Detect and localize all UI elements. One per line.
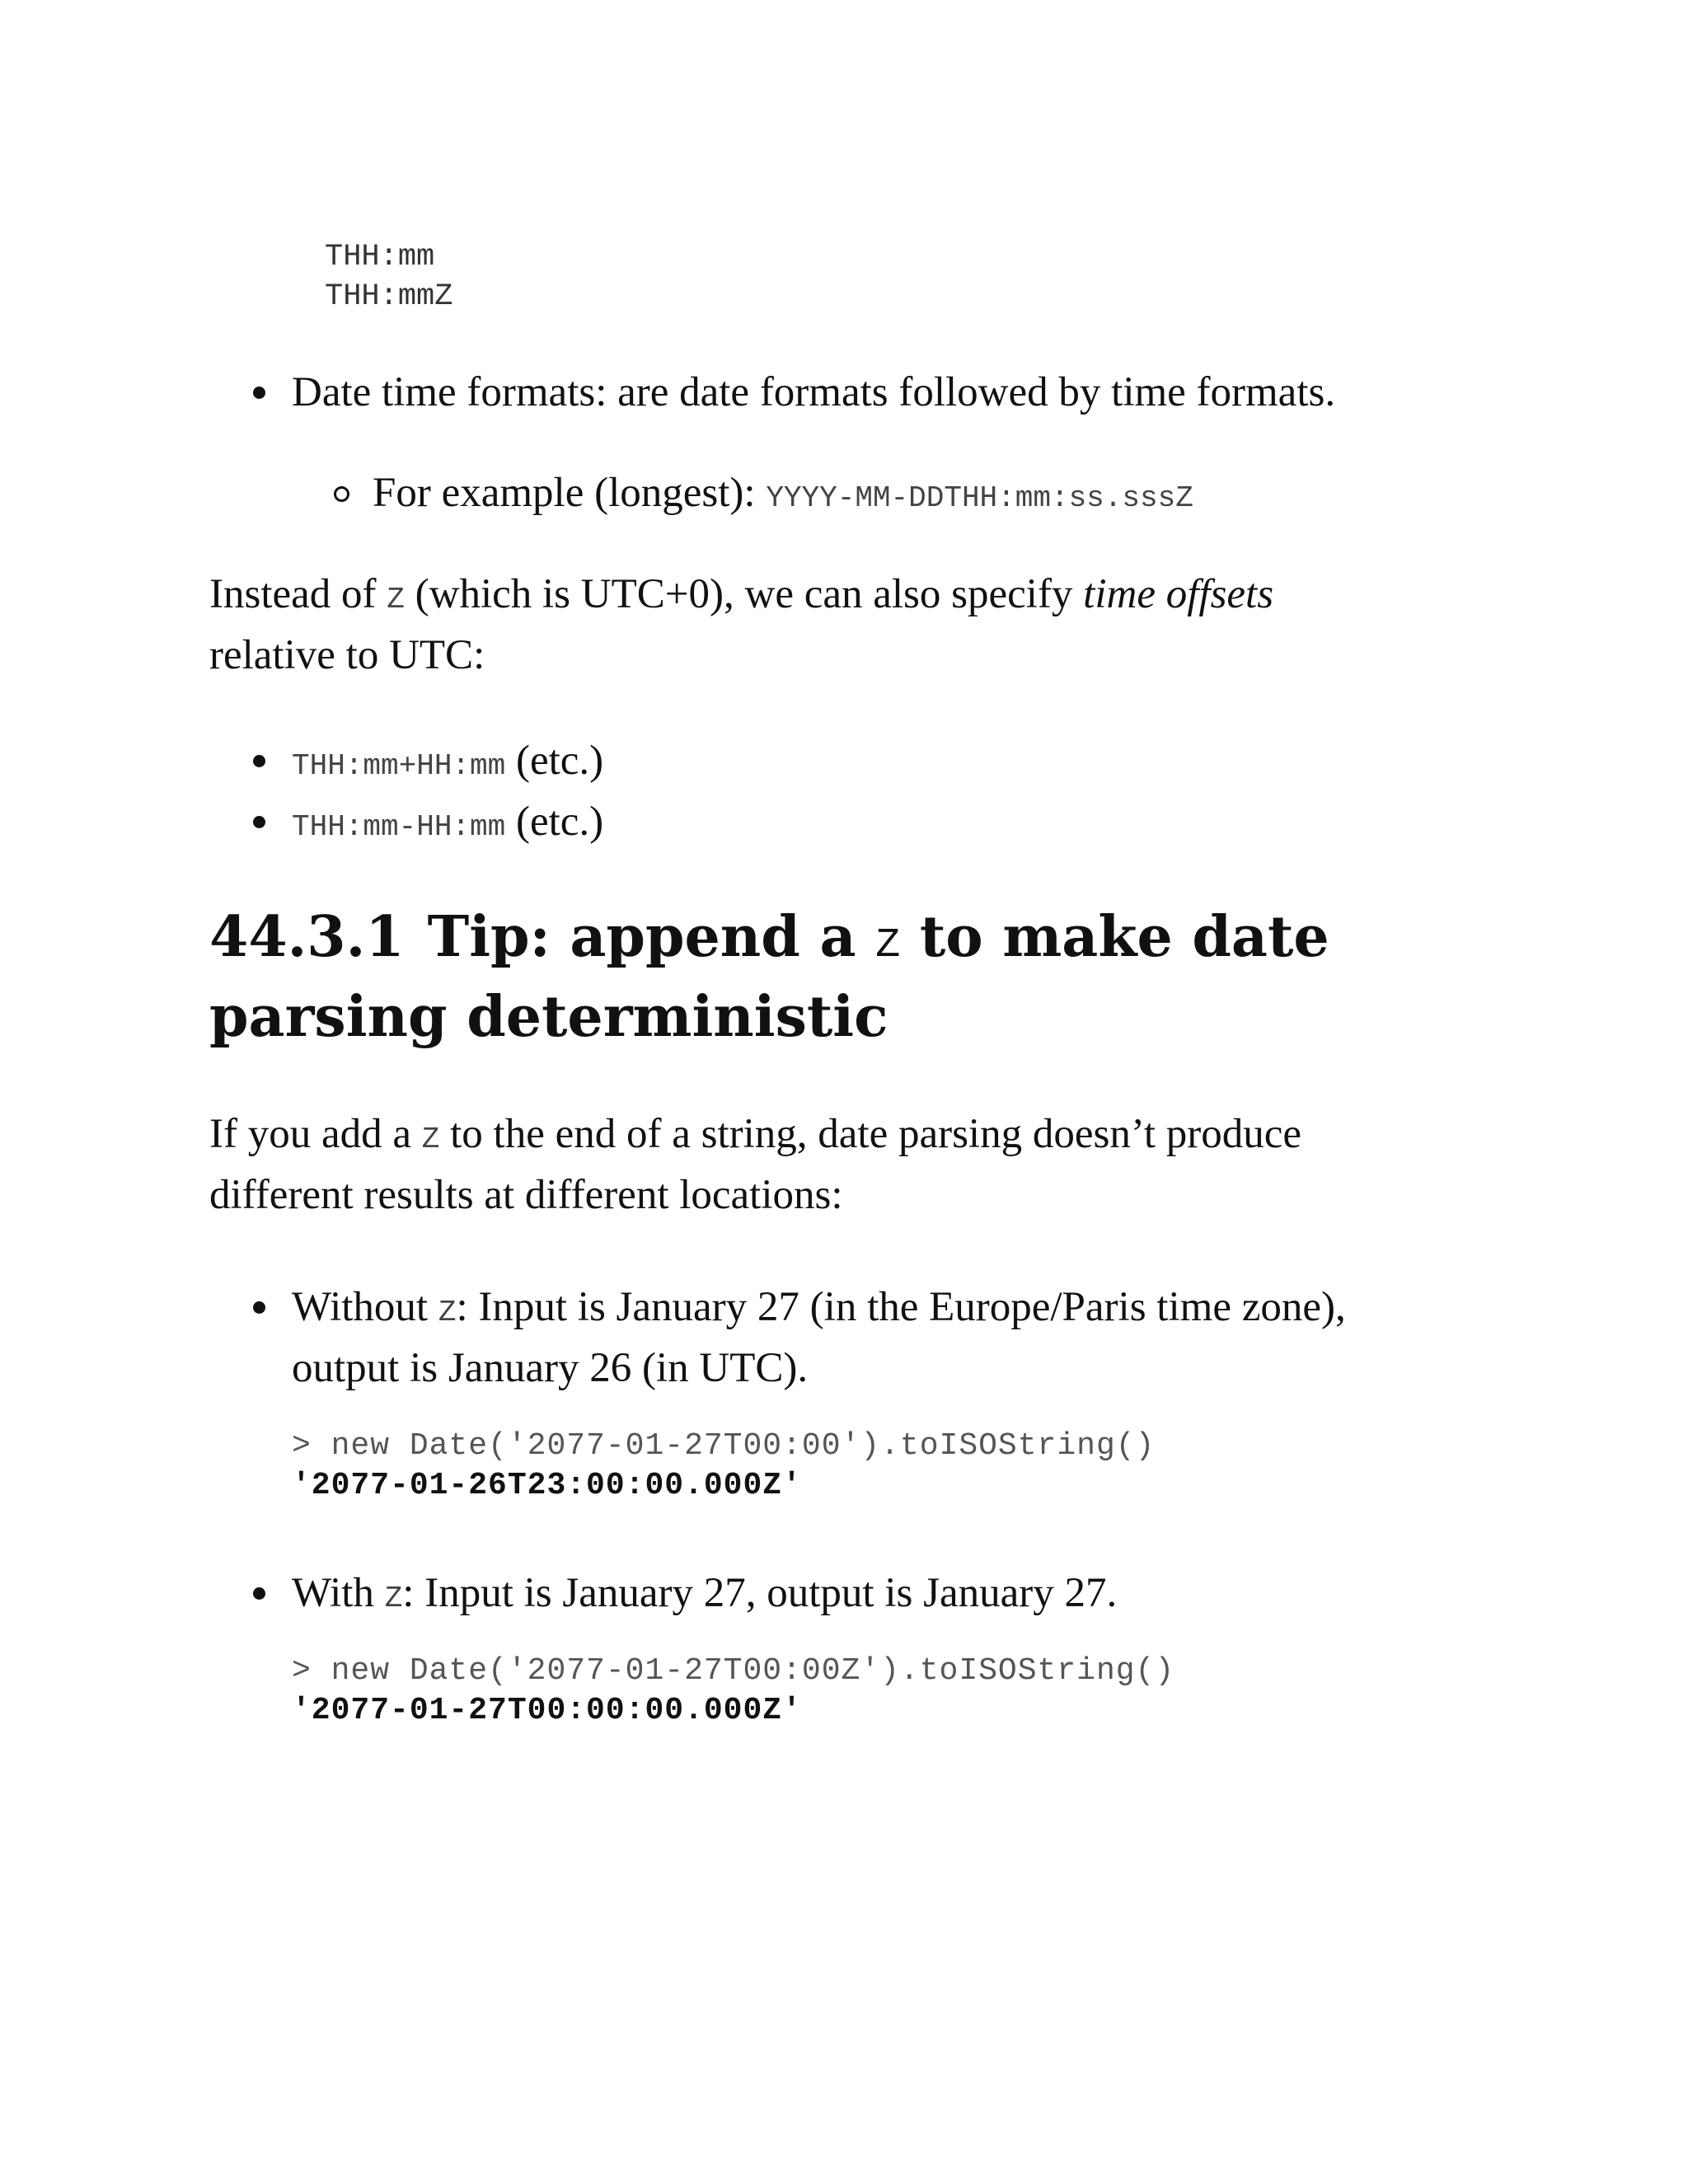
inline-code-z: Z [384,1582,403,1615]
paragraph-time-offsets-line2: relative to UTC: [209,632,485,678]
list-item-without-z-line1: Without Z: Input is January 27 (in the Europe/Paris time zone), [292,1284,1346,1330]
bullet-circle [334,486,349,502]
list-item-offset-plus: THH:mm+HH:mm (etc.) [292,738,604,784]
bullet-disc [253,755,265,767]
inline-code-longest-format: YYYY-MM-DDTHH:mm:ss.sssZ [766,481,1193,515]
inline-code-offset-minus: THH:mm-HH:mm [292,810,506,844]
bullet-disc [253,816,265,828]
bullet-disc [253,387,265,399]
paragraph-append-z-line2: different results at different locations: [209,1172,843,1218]
code-line-time-format-z: THH:mmZ [325,279,453,314]
paragraph-time-offsets-line1: Instead of Z (which is UTC+0), we can also specify time offsets [209,571,1274,617]
heading-inline-code-z: Z [875,922,901,969]
sub-list-item-example: For example (longest): YYYY-MM-DDTHH:mm:ss.sssZ [373,470,1193,516]
list-item-offset-minus: THH:mm-HH:mm (etc.) [292,799,604,845]
list-item-without-z-line2: output is January 26 (in UTC). [292,1345,809,1391]
inline-code-z: Z [387,583,405,616]
inline-code-z: Z [421,1122,440,1156]
list-item-with-z: With Z: Input is January 27, output is January 27. [292,1570,1118,1616]
inline-code-z: Z [438,1296,457,1329]
bullet-disc [253,1301,265,1314]
list-item-date-time-formats: Date time formats: are date formats followed by time formats. [292,369,1336,415]
inline-code-offset-plus: THH:mm+HH:mm [292,749,506,783]
emphasis-time-offsets: time offsets [1083,571,1274,617]
code-output-with-z: '2077-01-27T00:00:00.000Z' [292,1693,802,1728]
paragraph-append-z-line1: If you add a Z to the end of a string, date parsing doesn’t produce [209,1111,1302,1157]
code-input-with-z: > new Date('2077-01-27T00:00Z').toISOString() [292,1653,1175,1689]
code-line-time-format: THH:mm [325,240,435,274]
section-heading: 44.3.1 Tip: append a Z to make date parsing deterministic [209,904,1329,1050]
code-input-without-z: > new Date('2077-01-27T00:00').toISOString() [292,1428,1156,1464]
code-output-without-z: '2077-01-26T23:00:00.000Z' [292,1468,802,1503]
section-number: 44.3.1 [209,904,405,970]
bullet-disc [253,1587,265,1600]
